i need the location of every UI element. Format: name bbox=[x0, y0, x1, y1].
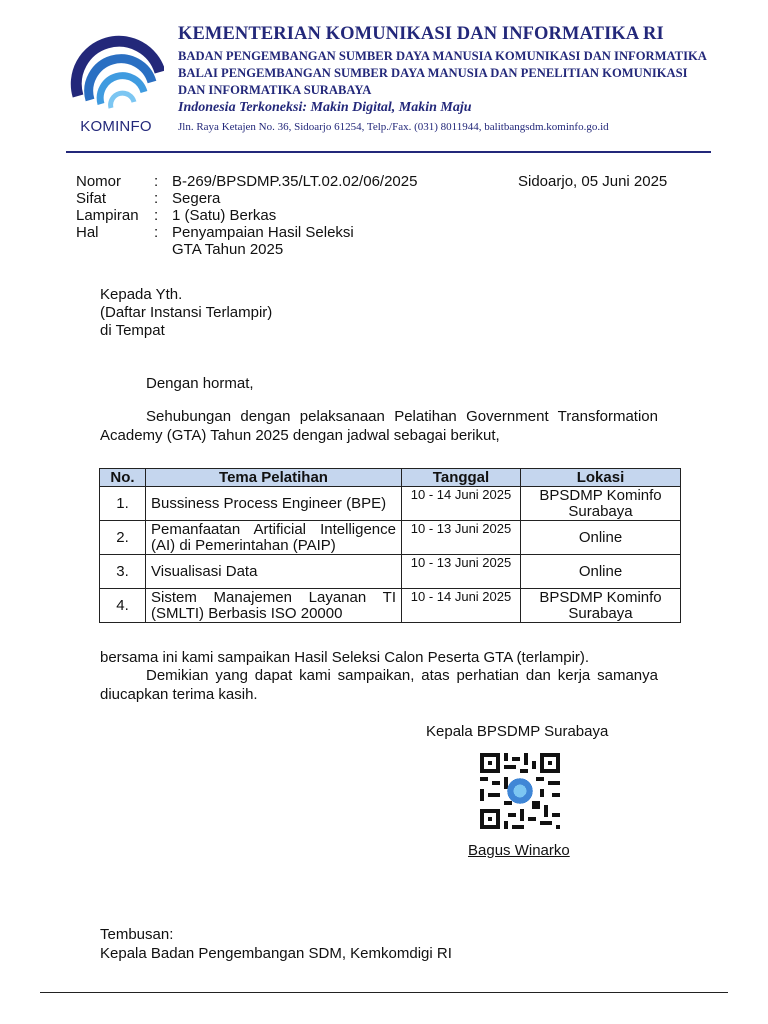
lampiran-value: 1 (Satu) Berkas bbox=[172, 207, 277, 224]
letterhead-address: Jln. Raya Ketajen No. 36, Sidoarjo 61254, Telp./Fax. (031) 8011944, balitbangsdm.kominfo.go.id bbox=[178, 121, 609, 133]
cell-no: 1. bbox=[100, 487, 146, 521]
cc-line-1: Kepala Badan Pengembangan SDM, Kemkomdigi RI bbox=[100, 945, 452, 962]
training-schedule-table bbox=[99, 468, 681, 623]
cell-tanggal: 10 - 14 Juni 2025 bbox=[402, 589, 521, 623]
letterhead-office: BALAI PENGEMBANGAN SUMBER DAYA MANUSIA DAN PENELITIAN KOMUNIKASI bbox=[178, 66, 688, 80]
cell-tema: Pemanfaatan Artificial Intelligence (AI) di Pemerintahan (PAIP) bbox=[146, 521, 402, 555]
letterhead-ministry: KEMENTERIAN KOMUNIKASI DAN INFORMATIKA RI bbox=[178, 24, 664, 44]
cc-block bbox=[100, 925, 452, 963]
footer-divider bbox=[40, 992, 728, 993]
recipient-block bbox=[100, 286, 272, 339]
qr-code-icon bbox=[480, 753, 560, 829]
col-header-tema: Tema Pelatihan bbox=[146, 469, 402, 487]
nomor-label: Nomor bbox=[76, 173, 122, 190]
cell-lokasi: Online bbox=[521, 521, 681, 555]
separator: : bbox=[154, 207, 159, 224]
separator: : bbox=[154, 190, 159, 207]
table-row bbox=[100, 589, 681, 623]
cell-no: 3. bbox=[100, 555, 146, 589]
greeting: Dengan hormat, bbox=[146, 375, 254, 392]
cell-tanggal: 10 - 13 Juni 2025 bbox=[402, 555, 521, 589]
table-row bbox=[100, 555, 681, 589]
separator: : bbox=[154, 173, 159, 190]
cell-lokasi: BPSDMP Kominfo Surabaya bbox=[521, 589, 681, 623]
cell-no: 4. bbox=[100, 589, 146, 623]
meta-row-sifat bbox=[76, 190, 696, 207]
paragraph-intro: Sehubungan dengan pelaksanaan Pelatihan Government Transformation Academy (GTA) Tahun 2025 dengan jadwal sebagai berikut, bbox=[100, 408, 658, 444]
recipient-line-3: di Tempat bbox=[100, 322, 165, 339]
cell-lokasi: BPSDMP Kominfo Surabaya bbox=[521, 487, 681, 521]
hal-value-1: Penyampaian Hasil Seleksi bbox=[172, 224, 354, 241]
col-header-tanggal: Tanggal bbox=[402, 469, 521, 487]
sifat-label: Sifat bbox=[76, 190, 107, 207]
paragraph-closing: Demikian yang dapat kami sampaikan, atas perhatian dan kerja samanya diucapkan terima kasih. bbox=[100, 667, 658, 703]
recipient-line-1: Kepada Yth. bbox=[100, 286, 183, 303]
cell-tema: Visualisasi Data bbox=[146, 555, 402, 589]
cell-tanggal: 10 - 13 Juni 2025 bbox=[402, 521, 521, 555]
signer-name: Bagus Winarko bbox=[468, 842, 570, 859]
letter-date: Sidoarjo, 05 Juni 2025 bbox=[518, 173, 668, 190]
col-header-lokasi: Lokasi bbox=[521, 469, 681, 487]
cell-tema: Sistem Manajemen Layanan TI (SMLTI) Berbasis ISO 20000 bbox=[146, 589, 402, 623]
paragraph-result: bersama ini kami sampaikan Hasil Seleksi Calon Peserta GTA (terlampir). bbox=[100, 649, 590, 666]
cell-tema: Bussiness Process Engineer (BPE) bbox=[146, 487, 402, 521]
sifat-value: Segera bbox=[172, 190, 221, 207]
hal-label: Hal bbox=[76, 224, 99, 241]
cell-lokasi: Online bbox=[521, 555, 681, 589]
meta-row-hal bbox=[76, 224, 696, 241]
nomor-value: B-269/BPSDMP.35/LT.02.02/06/2025 bbox=[172, 173, 418, 190]
table-row bbox=[100, 487, 681, 521]
signature-title: Kepala BPSDMP Surabaya bbox=[426, 723, 609, 740]
logo-text: KOMINFO bbox=[80, 118, 152, 135]
cell-no: 2. bbox=[100, 521, 146, 555]
letterhead-motto: Indonesia Terkoneksi: Makin Digital, Makin Maju bbox=[178, 100, 472, 115]
meta-row-hal-cont bbox=[76, 241, 696, 258]
separator: : bbox=[154, 224, 159, 241]
cc-label: Tembusan: bbox=[100, 926, 174, 943]
letterhead-divider bbox=[66, 151, 711, 153]
cell-tanggal: 10 - 14 Juni 2025 bbox=[402, 487, 521, 521]
col-header-no: No. bbox=[100, 469, 146, 487]
recipient-line-2: (Daftar Instansi Terlampir) bbox=[100, 304, 273, 321]
lampiran-label: Lampiran bbox=[76, 207, 139, 224]
hal-value-2: GTA Tahun 2025 bbox=[172, 241, 284, 258]
meta-row-lampiran bbox=[76, 207, 696, 224]
letterhead-agency: BADAN PENGEMBANGAN SUMBER DAYA MANUSIA KOMUNIKASI DAN INFORMATIKA bbox=[178, 49, 707, 63]
table-header-row bbox=[100, 469, 681, 487]
letterhead-office-cont: DAN INFORMATIKA SURABAYA bbox=[178, 83, 372, 97]
table-row bbox=[100, 521, 681, 555]
